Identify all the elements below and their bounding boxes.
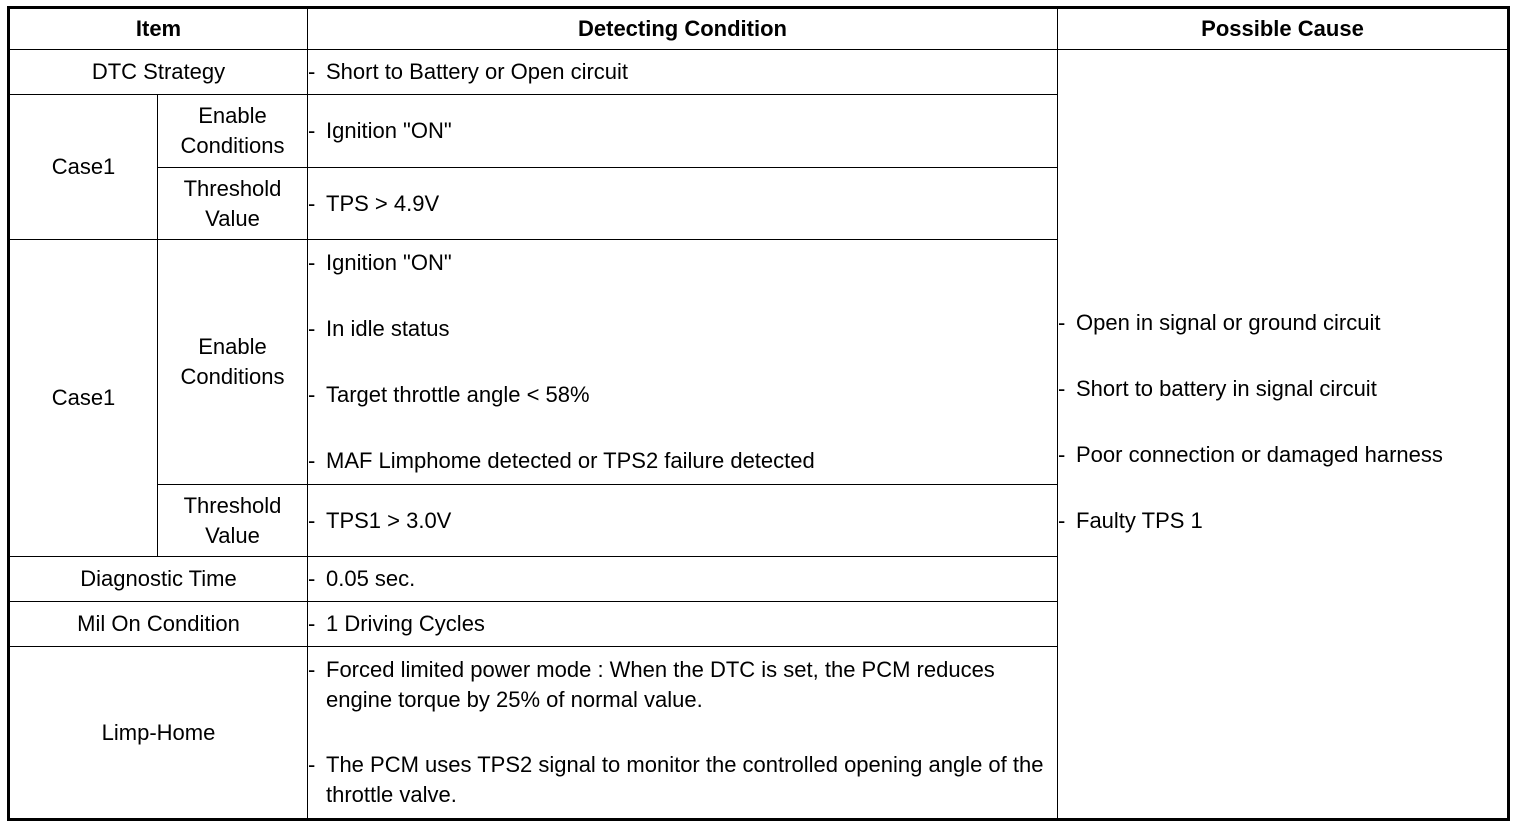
- dtc-strategy-condition: - Short to Battery or Open circuit: [308, 50, 1058, 95]
- limp-home-label: Limp-Home: [9, 647, 308, 820]
- limp-home-item: - Forced limited power mode : When the DTC is set, the PCM reduces engine torque by 25% of normal value.: [308, 657, 995, 712]
- possible-cause-item: - Short to battery in signal circuit: [1058, 376, 1377, 401]
- limp-home-conditions: [308, 647, 1058, 820]
- limp-home-item: - The PCM uses TPS2 signal to monitor the controlled opening angle of the throttle valve.: [308, 752, 1044, 807]
- case-b-enable-conditions: [308, 240, 1058, 485]
- header-detecting-condition: Detecting Condition: [308, 8, 1058, 50]
- dtc-table: [7, 6, 1510, 821]
- enable-condition-item: - In idle status: [308, 316, 450, 341]
- dtc-strategy-label: DTC Strategy: [9, 50, 308, 95]
- case-a-enable-condition: - Ignition "ON": [308, 95, 1058, 168]
- case-b-threshold-condition: - TPS1 > 3.0V: [308, 485, 1058, 557]
- enable-condition-item: - Ignition "ON": [308, 250, 452, 275]
- header-item: Item: [9, 8, 308, 50]
- diagnostic-time-condition: - 0.05 sec.: [308, 557, 1058, 602]
- enable-condition-item: - MAF Limphome detected or TPS2 failure detected: [308, 448, 815, 473]
- possible-cause-item: - Faulty TPS 1: [1058, 508, 1203, 533]
- mil-on-label: Mil On Condition: [9, 602, 308, 647]
- header-row: [9, 8, 1509, 50]
- mil-on-condition: - 1 Driving Cycles: [308, 602, 1058, 647]
- case-a-enable-label: Enable Conditions: [158, 95, 308, 168]
- possible-cause-item: - Open in signal or ground circuit: [1058, 310, 1381, 335]
- case-b-enable-label: Enable Conditions: [158, 240, 308, 485]
- possible-cause-cell: [1058, 50, 1509, 820]
- case-a-threshold-label: Threshold Value: [158, 168, 308, 240]
- case-b-label: Case1: [9, 240, 158, 557]
- diagnostic-time-label: Diagnostic Time: [9, 557, 308, 602]
- enable-condition-item: - Target throttle angle < 58%: [308, 382, 590, 407]
- row-dtc-strategy: [9, 50, 1509, 95]
- case-b-threshold-label: Threshold Value: [158, 485, 308, 557]
- case-a-label: Case1: [9, 95, 158, 240]
- possible-cause-item: - Poor connection or damaged harness: [1058, 442, 1443, 467]
- header-possible-cause: Possible Cause: [1058, 8, 1509, 50]
- case-a-threshold-condition: - TPS > 4.9V: [308, 168, 1058, 240]
